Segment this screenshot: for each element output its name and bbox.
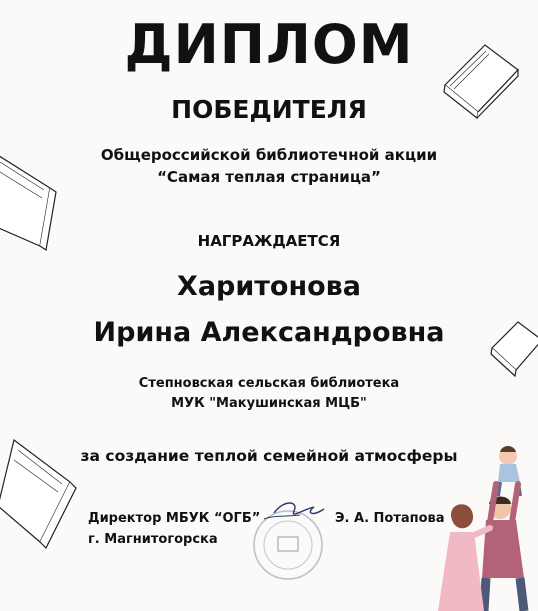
signatory-name: Э. А. Потапова [335,511,445,526]
signatory-title-line-1: Директор МБУК “ОГБ” [88,511,261,526]
award-reason: за создание теплой семейной атмосферы [80,447,458,465]
recipient-name: Ирина Александровна [93,317,445,348]
awarded-label: НАГРАЖДАЕТСЯ [197,232,341,250]
signature-stamp [244,495,334,585]
diploma-title: ДИПЛОМ [124,13,414,76]
family-illustration [420,438,538,611]
event-line-1: Общероссийской библиотечной акции [100,146,438,164]
diploma-subtitle: ПОБЕДИТЕЛЯ [171,95,367,124]
recipient-surname: Харитонова [177,271,361,302]
signatory-title-line-2: г. Магнитогорска [88,532,218,547]
event-line-2: “Самая теплая страница” [157,168,381,186]
organization-line-2: МУК "Макушинская МЦБ" [171,396,367,411]
organization-line-1: Степновская сельская библиотека [138,376,400,391]
